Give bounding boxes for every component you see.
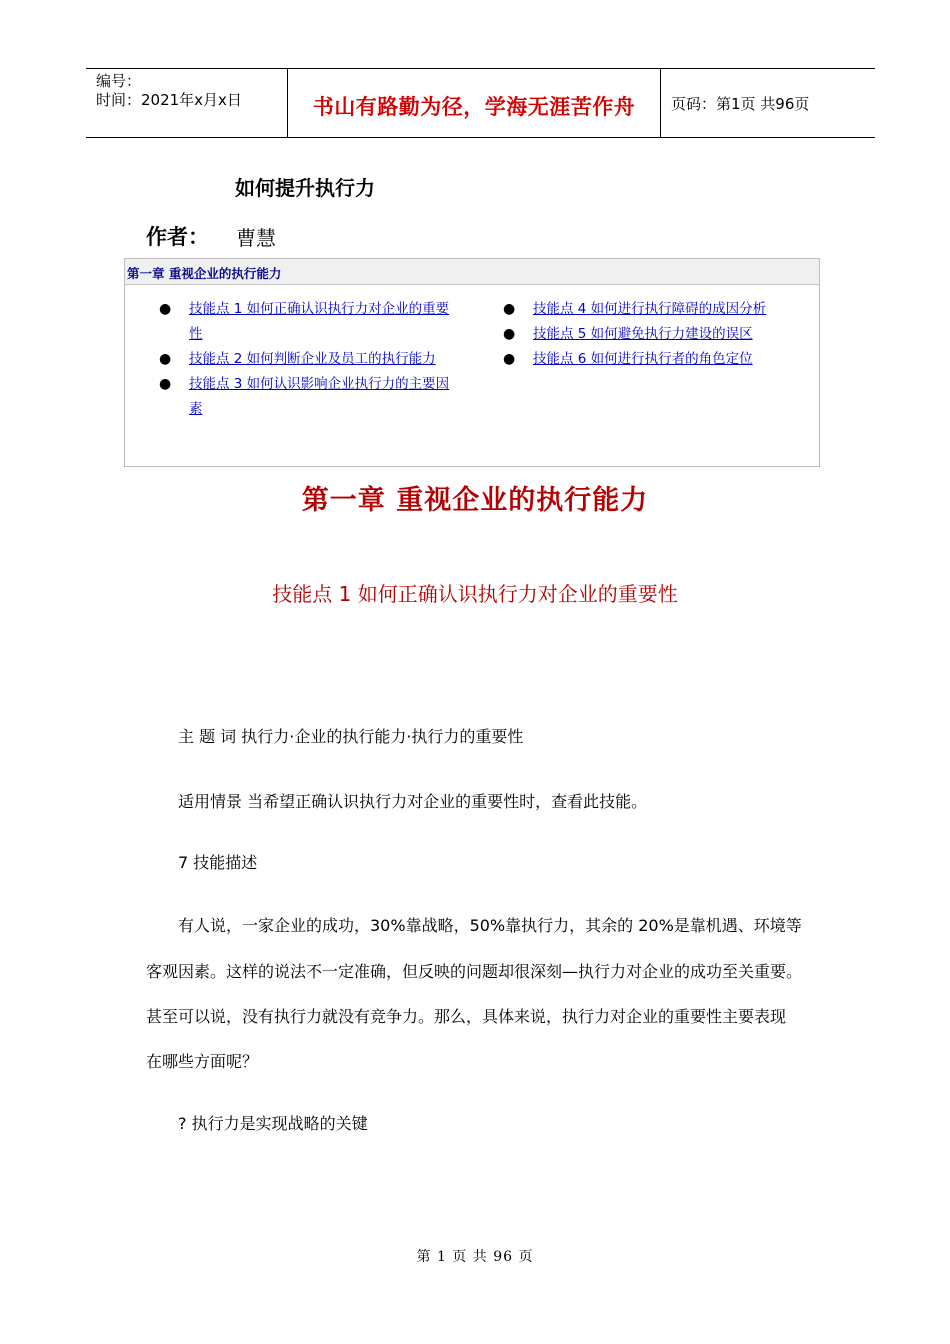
- toc-link[interactable]: 技能点 6 如何进行执行者的角色定位: [533, 351, 753, 367]
- bullet-icon: ●: [159, 351, 172, 367]
- toc-link-continued[interactable]: 素: [189, 401, 203, 417]
- chapter-title: 第一章 重视企业的执行能力: [301, 485, 649, 516]
- toc-link[interactable]: 技能点 3 如何认识影响企业执行力的主要因: [189, 376, 450, 392]
- toc-left-column: [159, 297, 469, 422]
- author-name: 曹慧: [236, 226, 276, 250]
- header-page-cell: [661, 69, 875, 137]
- table-of-contents: [124, 258, 820, 467]
- paragraph-line: 在哪些方面呢？: [146, 1052, 259, 1071]
- toc-header: [125, 259, 819, 285]
- toc-item[interactable]: [503, 322, 813, 347]
- toc-link[interactable]: 技能点 4 如何进行执行障碍的成因分析: [533, 301, 767, 317]
- author-label: 作者：: [146, 225, 209, 249]
- document-title: 如何提升执行力: [235, 176, 375, 200]
- paragraph-line: 客观因素。这样的说法不一定准确，但反映的问题却很深刻—执行力对企业的成功至关重要。: [146, 962, 803, 981]
- bullet-icon: ●: [503, 351, 516, 367]
- paragraph-line: 有人说，一家企业的成功，30%靠战略，50%靠执行力，其余的 20%是靠机遇、环境等: [178, 916, 802, 935]
- toc-right-column: [503, 297, 813, 372]
- paragraph-line: 甚至可以说，没有执行力就没有竞争力。那么，具体来说，执行力对企业的重要性主要表现: [146, 1007, 787, 1026]
- page-footer: 第 1 页 共 96 页: [416, 1249, 534, 1265]
- toc-heading: 第一章 重视企业的执行能力: [127, 266, 282, 281]
- time-label: 时间：2021年x月x日: [96, 91, 242, 109]
- document-header: [86, 68, 875, 138]
- toc-link-continued[interactable]: 性: [189, 326, 203, 342]
- bullet-icon: ●: [159, 376, 172, 392]
- skill-title: 技能点 1 如何正确认识执行力对企业的重要性: [272, 582, 678, 606]
- number-label: 编号：: [96, 72, 142, 90]
- toc-link[interactable]: 技能点 5 如何避免执行力建设的误区: [533, 326, 753, 342]
- motto: 书山有路勤为径，学海无涯苦作舟: [312, 94, 636, 119]
- toc-item[interactable]: [503, 297, 813, 322]
- page-info: 页码：第1页 共96页: [671, 95, 810, 113]
- toc-link[interactable]: 技能点 2 如何判断企业及员工的执行能力: [189, 351, 436, 367]
- header-motto-cell: [287, 69, 661, 137]
- toc-item[interactable]: [503, 347, 813, 372]
- bullet-icon: ●: [159, 301, 172, 317]
- header-meta-cell: [86, 69, 286, 137]
- toc-item[interactable]: [159, 297, 469, 347]
- toc-item[interactable]: [159, 372, 469, 422]
- keywords-line: 主 题 词 执行力·企业的执行能力·执行力的重要性: [178, 727, 524, 746]
- toc-link[interactable]: 技能点 1 如何正确认识执行力对企业的重要: [189, 301, 450, 317]
- bullet-icon: ●: [503, 301, 516, 317]
- scenario-line: 适用情景 当希望正确认识执行力对企业的重要性时，查看此技能。: [178, 792, 648, 811]
- bullet-icon: ●: [503, 326, 516, 342]
- description-heading: 7 技能描述: [178, 853, 258, 872]
- toc-item[interactable]: [159, 347, 469, 372]
- subheading: ? 执行力是实现战略的关键: [178, 1114, 368, 1133]
